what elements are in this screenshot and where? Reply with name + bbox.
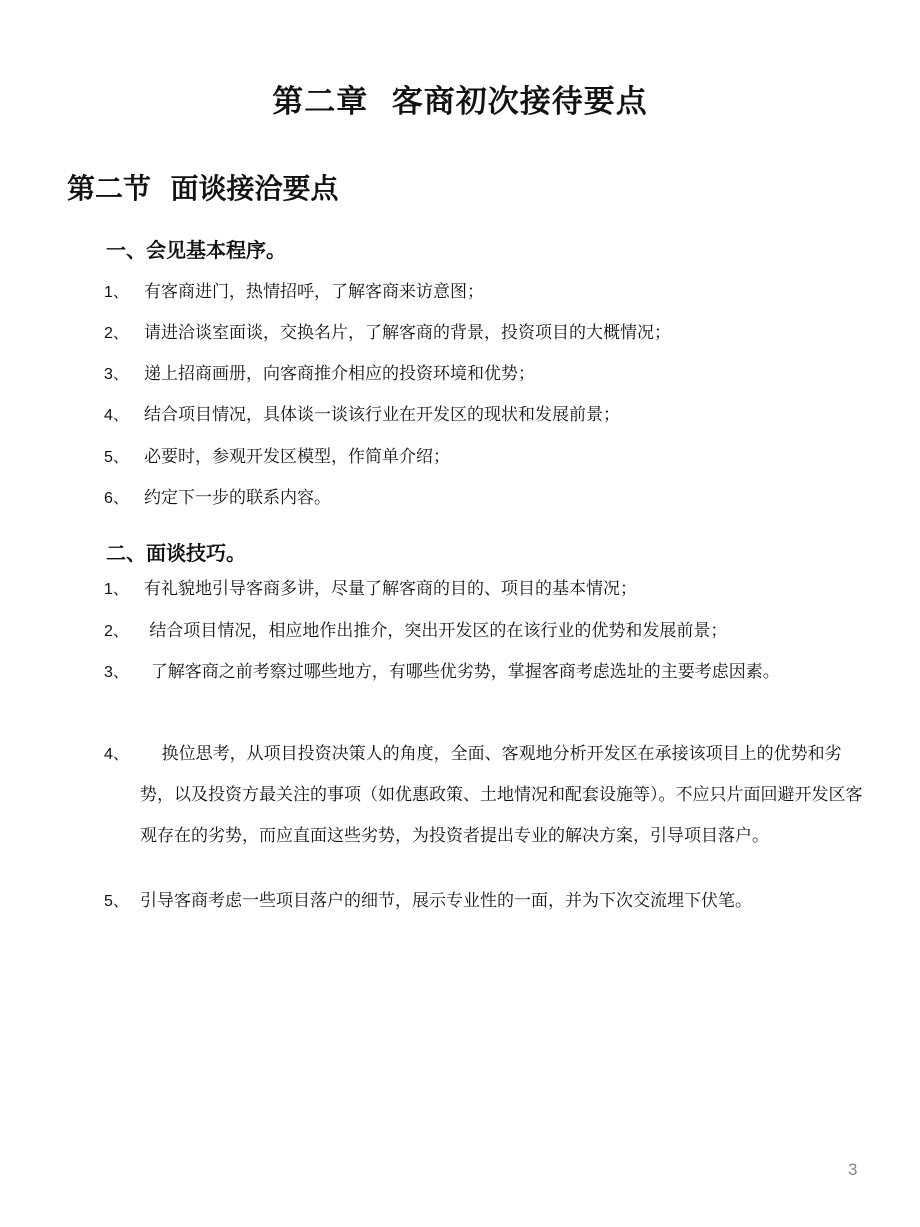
item-number: 4、 bbox=[104, 407, 129, 424]
item-number: 5、 bbox=[104, 893, 129, 910]
item-number: 3、 bbox=[104, 664, 129, 681]
item-text: 必要时，参观开发区模型，作简单介绍； bbox=[144, 447, 450, 467]
part2-heading: 二、面谈技巧。 bbox=[106, 541, 246, 565]
list-item bbox=[104, 272, 864, 313]
list-item bbox=[104, 313, 864, 354]
item-text: 结合项目情况，具体谈一谈该行业在开发区的现状和发展前景； bbox=[144, 405, 620, 425]
item-text: 递上招商画册，向客商推介相应的投资环境和优势； bbox=[144, 364, 535, 384]
list-item bbox=[104, 395, 864, 436]
list-item bbox=[104, 881, 864, 922]
item-number: 2、 bbox=[104, 325, 129, 342]
item-text: 了解客商之前考察过哪些地方，有哪些优劣势，掌握客商考虑选址的主要考虑因素。 bbox=[140, 662, 780, 682]
list-item bbox=[104, 569, 864, 610]
item-number: 2、 bbox=[104, 623, 129, 640]
item-text: 有礼貌地引导客商多讲，尽量了解客商的目的、项目的基本情况； bbox=[144, 579, 637, 599]
page-number: 3 bbox=[848, 1160, 858, 1179]
item-text: 约定下一步的联系内容。 bbox=[144, 488, 331, 508]
item-text: 换位思考，从项目投资决策人的角度，全面、客观地分析开发区在承接该项目上的优势和劣势，以及投资方最关注的事项（如优惠政策、土地情况和配套设施等）。不应只片面回避开发区客观存在的劣势，而应直面这些劣势，为投资者提出专业的解决方案，引导项目落户。 bbox=[140, 744, 863, 846]
item-number: 3、 bbox=[104, 366, 129, 383]
item-number: 4、 bbox=[104, 746, 129, 763]
list-item bbox=[104, 354, 864, 395]
item-text: 结合项目情况，相应地作出推介，突出开发区的在该行业的优势和发展前景； bbox=[144, 621, 728, 641]
list-item bbox=[104, 437, 864, 478]
list-item bbox=[104, 611, 864, 652]
chapter-title: 第二章 客商初次接待要点 bbox=[272, 84, 648, 120]
list-item bbox=[104, 734, 864, 857]
item-number: 6、 bbox=[104, 490, 129, 507]
item-text: 请进洽谈室面谈，交换名片，了解客商的背景，投资项目的大概情况； bbox=[144, 323, 671, 343]
item-number: 1、 bbox=[104, 284, 129, 301]
part1-heading: 一、会见基本程序。 bbox=[106, 238, 286, 262]
item-text: 引导客商考虑一些项目落户的细节，展示专业性的一面，并为下次交流埋下伏笔。 bbox=[140, 891, 752, 911]
section-title: 第二节 面谈接洽要点 bbox=[67, 172, 339, 205]
list-item bbox=[104, 652, 864, 693]
list-item bbox=[104, 478, 864, 519]
item-number: 5、 bbox=[104, 449, 129, 466]
item-text: 有客商进门，热情招呼，了解客商来访意图； bbox=[144, 282, 484, 302]
item-number: 1、 bbox=[104, 581, 129, 598]
